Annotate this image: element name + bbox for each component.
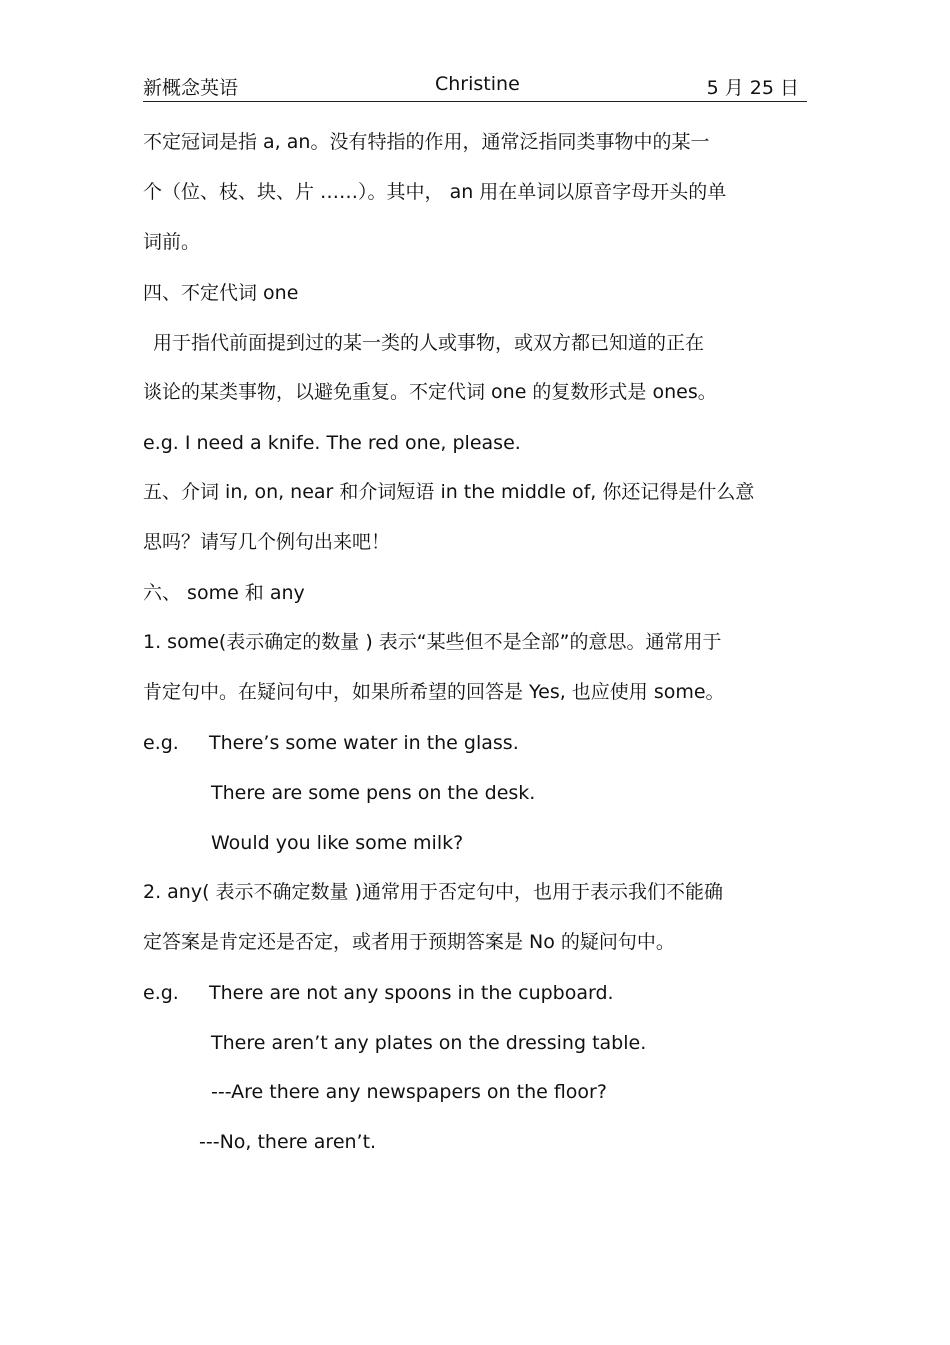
example-sentence: Would you like some milk? bbox=[211, 832, 464, 854]
paragraph-line: 思吗？请写几个例句出来吧！ bbox=[143, 531, 391, 553]
paragraph-line: 2. any( 表示不确定数量 )通常用于否定句中，也用于表示我们不能确 bbox=[143, 881, 724, 903]
section-heading: 五、介词 in, on, near 和介词短语 in the middle of, 你还记得是什么意 bbox=[143, 481, 755, 503]
example-line bbox=[143, 731, 519, 755]
paragraph-line: 定答案是肯定还是否定，或者用于预期答案是 No 的疑问句中。 bbox=[143, 931, 675, 953]
example-sentence: There are not any spoons in the cupboard. bbox=[209, 982, 614, 1004]
example-sentence: There aren’t any plates on the dressing table. bbox=[211, 1032, 647, 1054]
paragraph-line: 词前。 bbox=[143, 231, 201, 253]
header-course-title: 新概念英语 bbox=[143, 77, 239, 99]
example-line bbox=[143, 981, 614, 1005]
paragraph-line: 不定冠词是指 a, an。没有特指的作用，通常泛指同类事物中的某一 bbox=[143, 131, 710, 153]
paragraph-line: 个（位、枝、块、片 ……）。其中， an 用在单词以原音字母开头的单 bbox=[143, 181, 727, 203]
section-heading: 四、不定代词 one bbox=[143, 282, 299, 304]
example-marker: e.g. bbox=[143, 982, 179, 1004]
example-sentence: ---No, there aren’t. bbox=[199, 1131, 377, 1153]
example-sentence: ---Are there any newspapers on the floor? bbox=[211, 1081, 607, 1103]
paragraph-line: 1. some(表示确定的数量 ) 表示“某些但不是全部”的意思。通常用于 bbox=[143, 631, 722, 653]
section-heading: 六、 some 和 any bbox=[143, 582, 305, 604]
paragraph-line: 用于指代前面提到过的某一类的人或事物，或双方都已知道的正在 bbox=[153, 332, 705, 354]
example-sentence: There’s some water in the glass. bbox=[209, 732, 519, 754]
example-line: e.g. I need a knife. The red one, please. bbox=[143, 432, 521, 454]
header-author: Christine bbox=[435, 73, 520, 95]
paragraph-line: 肯定句中。在疑问句中，如果所希望的回答是 Yes, 也应使用 some。 bbox=[143, 681, 725, 703]
example-sentence: There are some pens on the desk. bbox=[211, 782, 536, 804]
example-marker: e.g. bbox=[143, 732, 179, 754]
page-header bbox=[143, 72, 807, 102]
paragraph-line: 谈论的某类事物，以避免重复。不定代词 one 的复数形式是 ones。 bbox=[143, 381, 717, 403]
header-date: 5 月 25 日 bbox=[706, 77, 799, 99]
